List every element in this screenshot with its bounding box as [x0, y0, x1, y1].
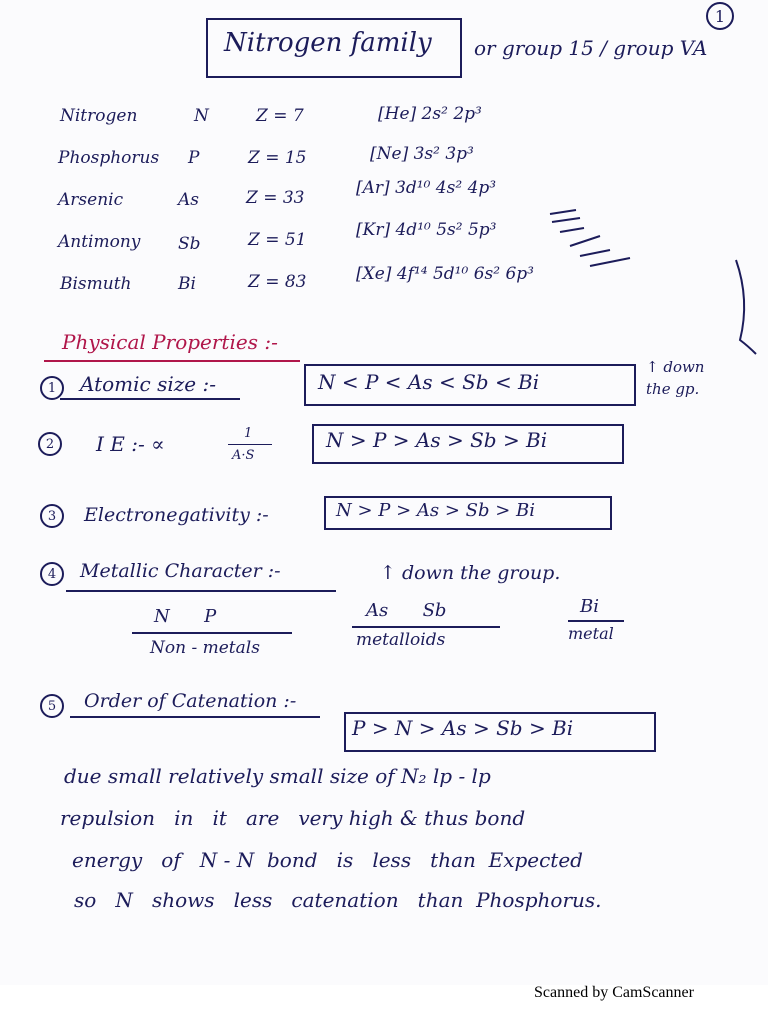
group-underline [132, 632, 292, 634]
element-symbol: Bi [178, 274, 196, 294]
bullet-number: 4 [40, 562, 64, 586]
property-label: Order of Catenation :- [84, 690, 297, 712]
bullet-number: 1 [40, 376, 64, 400]
element-z: Z = 7 [256, 106, 304, 126]
element-z: Z = 33 [246, 188, 305, 208]
label-underline [60, 398, 240, 400]
element-symbol: N [194, 106, 209, 126]
property-label: I E :- ∝ [96, 432, 165, 456]
trend-note: ↑ down [646, 358, 705, 376]
scanner-footer: Scanned by CamScanner [534, 984, 694, 1001]
element-name: Nitrogen [60, 106, 138, 126]
metal-label: metal [568, 624, 614, 643]
element-symbol: As [178, 190, 200, 210]
metalloid-symbols: As Sb [366, 600, 447, 621]
heading-underline [44, 360, 300, 362]
title-boxed-text: Nitrogen family [224, 28, 432, 58]
element-config: [Kr] 4d¹⁰ 5s² 5p³ [356, 220, 497, 240]
metal-symbol: Bi [580, 596, 599, 617]
paragraph-line: so N shows less catenation than Phosphorus. [74, 888, 602, 912]
label-underline [70, 716, 320, 718]
element-name: Antimony [58, 232, 141, 252]
property-label: Metallic Character :- [80, 560, 281, 582]
element-config: [Xe] 4f¹⁴ 5d¹⁰ 6s² 6p³ [356, 264, 534, 284]
order-text: N > P > As > Sb > Bi [326, 428, 548, 452]
scribble-mark [540, 206, 660, 276]
trend-note: the gp. [646, 380, 700, 398]
property-label: Electronegativity :- [84, 504, 269, 526]
element-config: [He] 2s² 2p³ [378, 104, 482, 124]
element-name: Bismuth [60, 274, 132, 294]
property-label: Atomic size :- [80, 372, 216, 396]
element-config: [Ne] 3s² 3p³ [370, 144, 474, 164]
title-rest: or group 15 / group VA [474, 36, 708, 60]
nonmetal-symbols: N P [154, 606, 217, 627]
element-z: Z = 51 [248, 230, 307, 250]
bullet-number: 5 [40, 694, 64, 718]
fraction-bar [228, 444, 272, 445]
group-underline [568, 620, 624, 622]
element-symbol: P [188, 148, 200, 168]
element-name: Phosphorus [58, 148, 160, 168]
fraction-numerator: 1 [244, 426, 253, 441]
group-underline [352, 626, 500, 628]
element-symbol: Sb [178, 234, 201, 254]
page-number: 1 [706, 2, 734, 30]
element-z: Z = 83 [248, 272, 307, 292]
fraction-denominator: A·S [232, 448, 255, 463]
bullet-number: 2 [38, 432, 62, 456]
physical-properties-heading: Physical Properties :- [62, 330, 278, 354]
paragraph-line: energy of N - N bond is less than Expected [72, 848, 583, 872]
label-underline [66, 590, 336, 592]
element-name: Arsenic [58, 190, 124, 210]
order-text: N < P < As < Sb < Bi [318, 370, 540, 394]
metallic-trend: ↑ down the group. [380, 562, 561, 584]
paragraph-line: due small relatively small size of N₂ lp - lp [64, 764, 491, 788]
bullet-number: 3 [40, 504, 64, 528]
order-text: P > N > As > Sb > Bi [352, 716, 574, 740]
metalloid-label: metalloids [356, 630, 446, 650]
element-z: Z = 15 [248, 148, 307, 168]
paragraph-line: repulsion in it are very high & thus bond [60, 806, 526, 830]
order-text: N > P > As > Sb > Bi [336, 500, 536, 521]
nonmetal-label: Non - metals [150, 638, 260, 658]
scribble-mark [700, 250, 760, 360]
element-config: [Ar] 3d¹⁰ 4s² 4p³ [356, 178, 497, 198]
